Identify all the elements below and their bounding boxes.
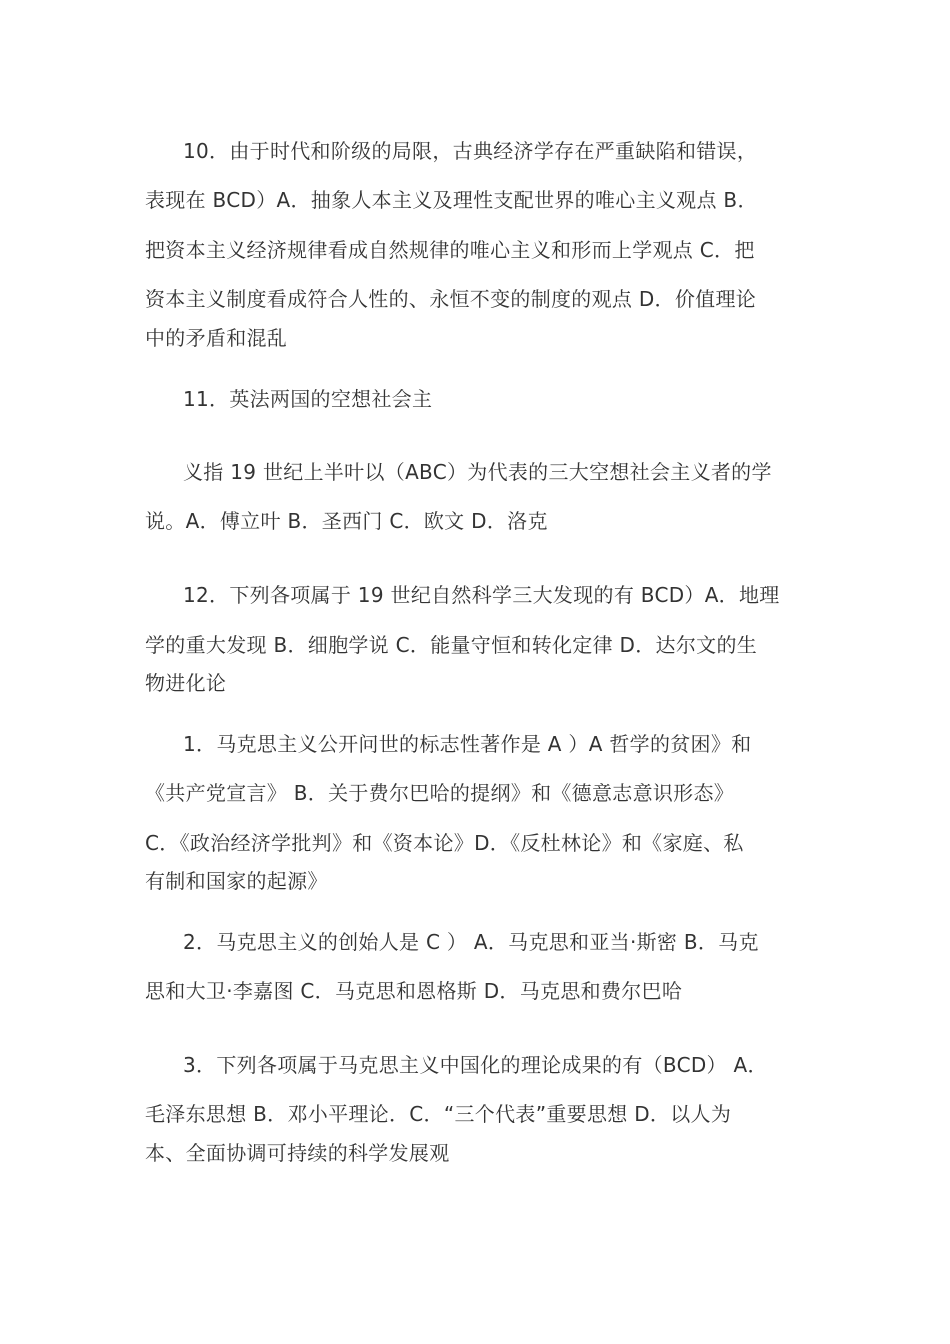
paragraph-3-line-1: 3．下列各项属于马克思主义中国化的理论成果的有（BCD） A． bbox=[183, 1053, 768, 1077]
paragraph-3-line-3: 本、全面协调可持续的科学发展观 bbox=[145, 1141, 450, 1165]
paragraph-2-line-1: 2．马克思主义的创始人是 C ） A．马克思和亚当·斯密 B．马克 bbox=[183, 930, 759, 954]
paragraph-12-line-3: 物进化论 bbox=[145, 671, 227, 695]
paragraph-1-line-2: 《共产党宣言》 B．关于费尔巴哈的提纲》和《德意志意识形态》 bbox=[145, 781, 735, 805]
paragraph-10-line-3: 把资本主义经济规律看成自然规律的唯心主义和形而上学观点 C．把 bbox=[145, 238, 755, 262]
paragraph-10-line-2: 表现在 BCD）A．抽象人本主义及理性支配世界的唯心主义观点 B． bbox=[145, 188, 758, 212]
paragraph-10-line-5: 中的矛盾和混乱 bbox=[145, 326, 288, 350]
paragraph-3-line-2: 毛泽东思想 B．邓小平理论．C．“三个代表”重要思想 D．以人为 bbox=[145, 1102, 732, 1126]
paragraph-12-line-2: 学的重大发现 B．细胞学说 C．能量守恒和转化定律 D．达尔文的生 bbox=[145, 633, 758, 657]
paragraph-11b-line-2: 说。A．傅立叶 B．圣西门 C．欧文 D．洛克 bbox=[145, 509, 548, 533]
paragraph-1-line-3: C．《政治经济学批判》和《资本论》D．《反杜林论》和《家庭、私 bbox=[145, 831, 744, 855]
paragraph-1-line-1: 1．马克思主义公开问世的标志性著作是 A ）A 哲学的贫困》和 bbox=[183, 732, 752, 756]
paragraph-2-line-2: 思和大卫·李嘉图 C．马克思和恩格斯 D．马克思和费尔巴哈 bbox=[145, 979, 683, 1003]
paragraph-10-line-4: 资本主义制度看成符合人性的、永恒不变的制度的观点 D．价值理论 bbox=[145, 287, 757, 311]
paragraph-11b-line-1: 义指 19 世纪上半叶以（ABC）为代表的三大空想社会主义者的学 bbox=[183, 460, 772, 484]
paragraph-11-line-1: 11．英法两国的空想社会主 bbox=[183, 387, 433, 411]
paragraph-1-line-4: 有制和国家的起源》 bbox=[145, 869, 328, 893]
paragraph-10-line-1: 10．由于时代和阶级的局限，古典经济学存在严重缺陷和错误， bbox=[183, 139, 758, 163]
paragraph-12-line-1: 12．下列各项属于 19 世纪自然科学三大发现的有 BCD）A．地理 bbox=[183, 583, 780, 607]
